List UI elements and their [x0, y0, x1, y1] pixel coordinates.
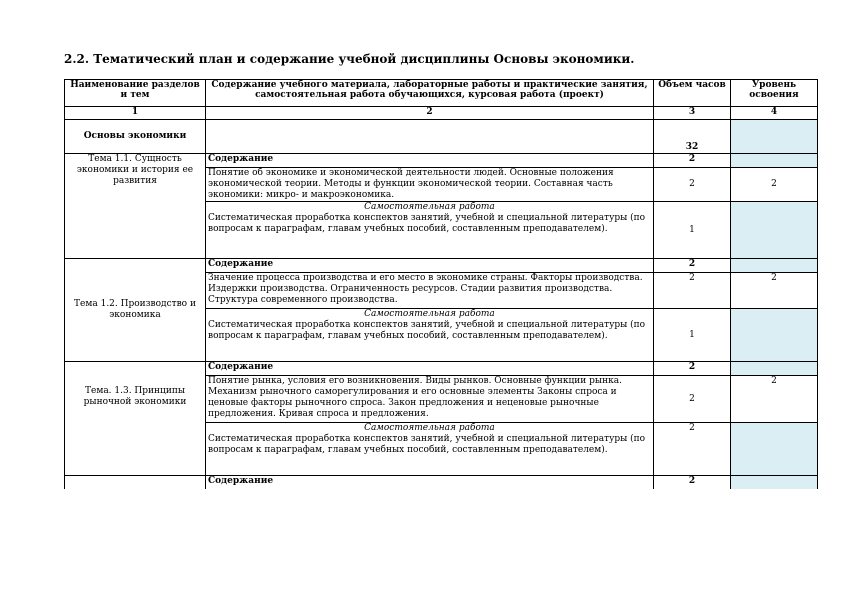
topic-hours: 2 — [654, 168, 731, 202]
independent-work-text: Систематическая проработка конспектов занятий, учебной и специальной литературы (по вопросам к параграфам, главам учебных пособий, составленным преподавателем). — [208, 213, 646, 234]
level-cell-shaded — [731, 120, 818, 154]
section-row — [65, 120, 818, 154]
independent-work-label: Самостоятельная работа — [364, 309, 495, 319]
independent-work-cell — [206, 309, 654, 362]
independent-work-label: Самостоятельная работа — [364, 202, 495, 212]
section-title: Основы экономики — [65, 120, 206, 154]
level-cell-shaded — [731, 202, 818, 259]
independent-hours: 1 — [654, 202, 731, 259]
level-cell-shaded — [731, 259, 818, 273]
column-number: 4 — [731, 107, 818, 120]
independent-hours: 1 — [654, 309, 731, 362]
topic-level: 2 — [731, 376, 818, 423]
topic-title: Тема 1.2. Производство и экономика — [65, 259, 206, 362]
topic-content-text: Понятие рынка, условия его возникновения. Виды рынков. Основные функции рынка. Механизм рыночного саморегулирования и его основные элементы Законы спроса и ценовые факторы рыночного спроса. Закон предложения и неценовые рыночные предложения. Кривая спроса и предложения. — [206, 376, 654, 423]
topic-level: 2 — [731, 273, 818, 309]
level-cell-shaded — [731, 476, 818, 490]
content-label: Содержание — [206, 154, 654, 168]
content-hours: 2 — [654, 476, 731, 490]
independent-work-label: Самостоятельная работа — [364, 423, 495, 433]
table-row — [65, 362, 818, 376]
topic-content-text: Понятие об экономике и экономической деятельности людей. Основные положения экономической теории. Методы и функции экономической теории. Составная часть экономики: микро- и макроэкономика. — [206, 168, 654, 202]
column-header-sections: Наименование разделов и тем — [65, 80, 206, 107]
level-cell-shaded — [731, 309, 818, 362]
independent-work-cell — [206, 423, 654, 476]
content-hours: 2 — [654, 154, 731, 168]
column-number-row — [65, 107, 818, 120]
level-cell-shaded — [731, 362, 818, 376]
content-label: Содержание — [206, 476, 654, 490]
page-title: 2.2. Тематический план и содержание учебной дисциплины Основы экономики. — [64, 52, 635, 66]
independent-work-text: Систематическая проработка конспектов занятий, учебной и специальной литературы (по вопросам к параграфам, главам учебных пособий, составленным преподавателем). — [208, 434, 646, 455]
content-label: Содержание — [206, 362, 654, 376]
content-label: Содержание — [206, 259, 654, 273]
level-cell-shaded — [731, 154, 818, 168]
table-row — [65, 476, 818, 490]
independent-work-cell — [206, 202, 654, 259]
table-row — [65, 259, 818, 273]
column-header-level: Уровень освоения — [731, 80, 818, 107]
topic-title: Тема. 1.3. Принципы рыночной экономики — [65, 362, 206, 476]
column-number: 2 — [206, 107, 654, 120]
column-header-hours: Объем часов — [654, 80, 731, 107]
topic-level: 2 — [731, 168, 818, 202]
section-content-cell — [206, 120, 654, 154]
independent-hours: 2 — [654, 423, 731, 476]
section-hours: 32 — [654, 120, 731, 154]
column-number: 3 — [654, 107, 731, 120]
table-row — [65, 154, 818, 168]
content-hours: 2 — [654, 259, 731, 273]
topic-title: Тема 1.1. Сущность экономики и история ее развития — [65, 154, 206, 259]
table-header-row — [65, 80, 818, 107]
thematic-plan-table — [64, 79, 818, 489]
column-number: 1 — [65, 107, 206, 120]
independent-work-text: Систематическая проработка конспектов занятий, учебной и специальной литературы (по вопросам к параграфам, главам учебных пособий, составленным преподавателем). — [208, 320, 646, 341]
topic-hours: 2 — [654, 273, 731, 309]
column-header-content: Содержание учебного материала, лабораторные работы и практические занятия, самостоятельная работа обучающихся, курсовая работа (проект) — [206, 80, 654, 107]
level-cell-shaded — [731, 423, 818, 476]
topic-content-text: Значение процесса производства и его место в экономике страны. Факторы производства. Издержки производства. Ограниченность ресурсов. Стадии развития производства. Структура современного производства. — [206, 273, 654, 309]
topic-hours: 2 — [654, 376, 731, 423]
topic-title-empty — [65, 476, 206, 490]
content-hours: 2 — [654, 362, 731, 376]
